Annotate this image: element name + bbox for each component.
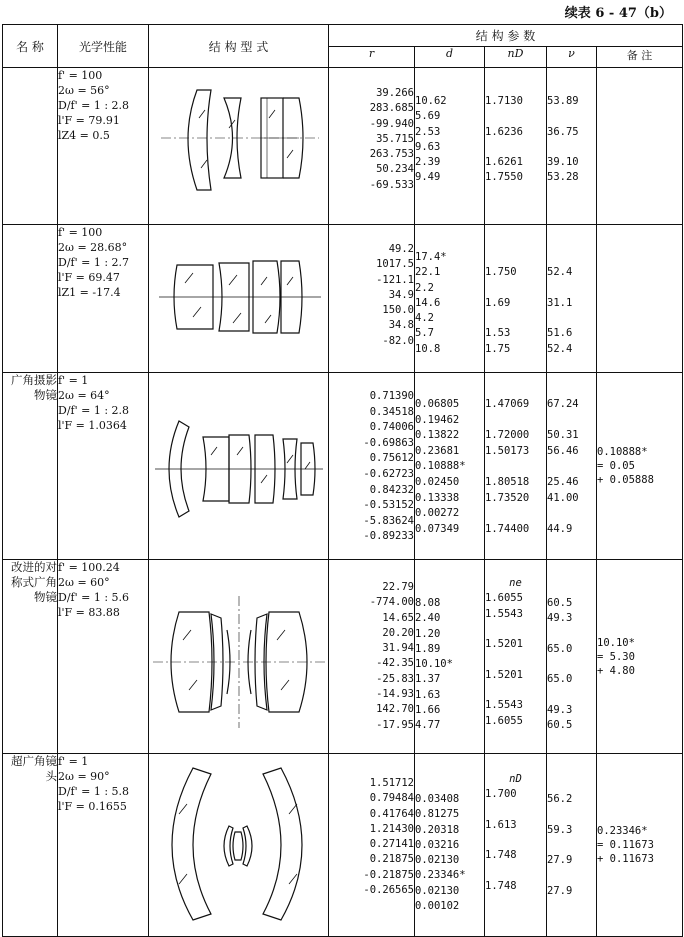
index-value: [485, 250, 546, 265]
abbe-value: 65.0: [547, 673, 573, 686]
optics-line: 2ω = 90°: [58, 770, 110, 783]
optics-line: l'F = 69.47: [58, 271, 120, 284]
abbe-value: 41.00: [547, 491, 579, 504]
abbe-value: 56.2: [547, 793, 573, 805]
optics-line: D/f' = 1 : 2.8: [58, 99, 130, 112]
radius-value: 0.27141: [369, 838, 414, 851]
optics-line: lZ4 = 0.5: [58, 129, 110, 142]
index-value: [485, 864, 546, 879]
index-value: [485, 140, 546, 155]
abbe-value: 56.46: [547, 444, 579, 457]
thickness-value: 4.77: [415, 719, 441, 732]
lens-name-cell: [3, 68, 58, 225]
index-value: 1.50173: [485, 444, 530, 457]
index-value: 1.6261: [485, 156, 523, 169]
thickness-value: 1.37: [415, 673, 441, 686]
radius-value: 0.71390: [369, 390, 414, 402]
index-cell: [485, 225, 547, 373]
optics-line: D/f' = 1 : 5.8: [58, 785, 130, 798]
lens-name: 超广角镜头: [11, 754, 57, 783]
abbe-value: 49.3: [547, 704, 573, 717]
lens-diagram-3: [149, 373, 327, 553]
thickness-value: 0.02130: [415, 854, 460, 867]
lens-name-cell: [3, 225, 58, 373]
abbe-value: 25.46: [547, 475, 579, 488]
structure-cell: [149, 68, 329, 225]
note-line: 10.10*: [597, 636, 635, 649]
abbe-cell: [547, 754, 597, 937]
thickness-value: 2.40: [415, 612, 441, 625]
lens-name-cell: [3, 560, 58, 754]
lens-diagram-2: [149, 225, 327, 365]
radius-cell: [329, 560, 415, 754]
optics-line: l'F = 1.0364: [58, 419, 127, 432]
radius-value: 0.21875: [369, 853, 414, 866]
radius-value: -0.89233: [363, 530, 414, 543]
thickness-value: 0.00102: [415, 900, 460, 913]
thickness-value: 0.02450: [415, 475, 460, 488]
lens-row-4: [3, 560, 683, 754]
radius-value: -5.83624: [363, 514, 414, 527]
thickness-value: 2.53: [415, 125, 441, 138]
thickness-value: 14.6: [415, 296, 441, 309]
abbe-value: 53.28: [547, 171, 579, 184]
lens-spec-table: [2, 24, 683, 937]
index-value: 1.5201: [485, 638, 523, 651]
index-value: 1.700: [485, 788, 517, 801]
index-value: [485, 413, 546, 429]
index-value: 1.53: [485, 327, 511, 340]
note-line: 0.23346*: [597, 825, 648, 837]
optics-line: l'F = 79.91: [58, 114, 120, 127]
abbe-value: 31.1: [547, 296, 573, 309]
radius-value: -0.26565: [363, 884, 414, 897]
radius-cell: [329, 754, 415, 937]
table-caption: 续表 6 - 47（b）: [564, 6, 672, 21]
index-value: 1.750: [485, 266, 517, 279]
abbe-value: [547, 627, 596, 642]
lens-name-cell: [3, 754, 58, 937]
header-params: 结 构 参 数: [329, 25, 683, 47]
note-line: + 4.80: [597, 664, 635, 677]
radius-value: 34.8: [388, 319, 414, 332]
refractive-index-label: ne: [509, 577, 522, 589]
abbe-value: 49.3: [547, 612, 573, 625]
index-value: [485, 803, 546, 818]
abbe-value: 60.5: [547, 719, 573, 732]
thickness-value: 1.63: [415, 688, 441, 701]
index-cell: [485, 754, 547, 937]
thickness-value: 0.00272: [415, 507, 460, 520]
radius-value: -0.21875: [363, 868, 414, 881]
abbe-value: 51.6: [547, 327, 573, 340]
index-value: 1.72000: [485, 429, 530, 442]
optics-line: f' = 100.24: [58, 561, 120, 574]
abbe-value: [547, 868, 596, 883]
optics-line: 2ω = 28.68°: [58, 241, 128, 254]
radius-value: -0.53152: [363, 499, 414, 512]
note-line: 0.10888*: [597, 446, 648, 458]
thickness-value: 1.89: [415, 642, 441, 655]
abbe-value: [547, 899, 596, 914]
radius-value: 39.266: [376, 87, 414, 99]
structure-cell: [149, 373, 329, 560]
abbe-value: 27.9: [547, 854, 573, 867]
abbe-value: 52.4: [547, 266, 573, 279]
radius-value: 14.65: [382, 611, 414, 624]
radius-value: 142.70: [376, 703, 414, 716]
abbe-value: 27.9: [547, 884, 573, 897]
thickness-value: 0.03408: [415, 793, 460, 805]
radius-value: 0.41764: [369, 807, 414, 820]
thickness-value: 9.49: [415, 171, 441, 184]
thickness-value: 2.2: [415, 281, 434, 294]
radius-value: -0.69863: [363, 436, 414, 449]
index-value: [485, 652, 546, 667]
lens-name: 广角摄影物镜: [11, 373, 57, 402]
note-line: = 0.11673: [597, 839, 654, 851]
index-value: [485, 506, 546, 522]
radius-value: 283.685: [369, 102, 414, 115]
radius-value: 0.74006: [369, 421, 414, 434]
lens-row-1: [3, 68, 683, 225]
thickness-value: 0.03216: [415, 838, 460, 851]
radius-value: -0.62723: [363, 467, 414, 480]
abbe-value: 67.24: [547, 398, 579, 410]
radius-value: 0.75612: [369, 452, 414, 465]
thickness-value: 9.63: [415, 140, 441, 153]
optics-line: l'F = 0.1655: [58, 800, 127, 813]
radius-value: 0.34518: [369, 405, 414, 418]
radius-value: -99.940: [369, 117, 414, 130]
abbe-cell: [547, 560, 597, 754]
refractive-index-label: nD: [509, 773, 522, 785]
optics-line: 2ω = 56°: [58, 84, 110, 97]
optics-cell: [58, 68, 149, 225]
abbe-value: 50.31: [547, 429, 579, 442]
structure-cell: [149, 225, 329, 373]
header-name: 名 称: [3, 25, 58, 68]
thickness-value: 0.02130: [415, 884, 460, 897]
index-value: 1.748: [485, 849, 517, 862]
index-value: [485, 311, 546, 326]
abbe-value: 53.89: [547, 95, 579, 107]
thickness-value: 10.62: [415, 95, 447, 107]
index-value: 1.47069: [485, 398, 530, 410]
lens-row-5: [3, 754, 683, 937]
note-line: + 0.11673: [597, 853, 654, 865]
note-line: = 5.30: [597, 650, 635, 663]
index-value: [485, 622, 546, 637]
index-value: 1.5543: [485, 607, 523, 620]
radius-value: 1017.5: [376, 258, 414, 271]
index-value: 1.7550: [485, 171, 523, 184]
thickness-value: 0.13822: [415, 429, 460, 442]
index-value: 1.75: [485, 342, 511, 355]
lens-name: 改进的对称式广角物镜: [11, 560, 57, 604]
abbe-value: [547, 459, 596, 475]
index-value: [485, 459, 546, 475]
optics-line: D/f' = 1 : 2.7: [58, 256, 130, 269]
thickness-value: 1.66: [415, 704, 441, 717]
index-value: [485, 894, 546, 909]
optics-line: f' = 1: [58, 374, 89, 387]
radius-value: 22.79: [382, 581, 414, 593]
radius-value: 0.84232: [369, 483, 414, 496]
radius-value: -69.533: [369, 178, 414, 191]
abbe-value: [547, 657, 596, 672]
header-nd: nD: [485, 47, 547, 68]
thickness-value: 0.20318: [415, 823, 460, 836]
abbe-cell: [547, 68, 597, 225]
radius-value: -774.00: [369, 596, 414, 609]
index-cell: [485, 560, 547, 754]
optics-line: f' = 1: [58, 755, 89, 768]
note-line: = 0.05: [597, 460, 635, 472]
lens-diagram-4: [149, 560, 327, 746]
optics-line: l'F = 83.88: [58, 606, 120, 619]
index-value: 1.6055: [485, 714, 523, 727]
thickness-value: 0.07349: [415, 522, 460, 535]
header-row: [3, 25, 683, 47]
radius-value: -17.95: [376, 718, 414, 731]
note-cell: [597, 225, 683, 373]
radius-value: 263.753: [369, 148, 414, 161]
optics-cell: [58, 373, 149, 560]
header-structure: 结 构 型 式: [149, 25, 329, 68]
thickness-cell: [415, 373, 485, 560]
abbe-value: 39.10: [547, 156, 579, 169]
radius-value: 1.51712: [369, 777, 414, 789]
lens-row-3: [3, 373, 683, 560]
header-r: r: [329, 47, 415, 68]
abbe-value: [547, 413, 596, 429]
optics-line: lZ1 = -17.4: [58, 286, 121, 299]
thickness-value: 2.39: [415, 156, 441, 169]
header-d: d: [415, 47, 485, 68]
radius-cell: [329, 225, 415, 373]
index-value: 1.6236: [485, 125, 523, 138]
optics-cell: [58, 225, 149, 373]
radius-value: -82.0: [382, 334, 414, 347]
radius-value: 31.94: [382, 642, 414, 655]
index-value: 1.5201: [485, 668, 523, 681]
optics-line: 2ω = 64°: [58, 389, 110, 402]
thickness-value: 0.10888*: [415, 460, 466, 473]
index-value: [485, 281, 546, 296]
abbe-value: 52.4: [547, 342, 573, 355]
thickness-value: 17.4*: [415, 251, 447, 263]
index-value: 1.748: [485, 880, 517, 893]
abbe-cell: [547, 373, 597, 560]
abbe-value: [547, 140, 596, 155]
thickness-cell: [415, 754, 485, 937]
radius-value: -25.83: [376, 672, 414, 685]
index-cell: [485, 68, 547, 225]
header-v: ν: [547, 47, 597, 68]
radius-value: 34.9: [388, 288, 414, 301]
radius-value: -42.35: [376, 657, 414, 670]
abbe-value: 44.9: [547, 522, 573, 535]
thickness-value: 0.19462: [415, 413, 460, 426]
note-cell: [597, 560, 683, 754]
radius-value: 0.79484: [369, 792, 414, 805]
index-value: [485, 683, 546, 698]
thickness-value: 1.20: [415, 627, 441, 640]
abbe-value: [547, 311, 596, 326]
index-value: 1.613: [485, 818, 517, 831]
abbe-value: [547, 506, 596, 522]
radius-value: 1.21430: [369, 822, 414, 835]
header-optics: 光学性能: [58, 25, 149, 68]
note-cell: [597, 754, 683, 937]
optics-cell: [58, 754, 149, 937]
index-value: 1.80518: [485, 475, 530, 488]
thickness-value: 0.81275: [415, 808, 460, 821]
thickness-value: 8.08: [415, 597, 441, 609]
abbe-value: 65.0: [547, 642, 573, 655]
radius-value: -14.93: [376, 688, 414, 701]
abbe-value: 59.3: [547, 823, 573, 836]
lens-diagram-5: [149, 754, 327, 930]
radius-value: -121.1: [376, 273, 414, 286]
note-cell: [597, 68, 683, 225]
optics-line: f' = 100: [58, 226, 103, 239]
abbe-value: [547, 807, 596, 822]
radius-value: 150.0: [382, 304, 414, 317]
lens-diagram-1: [149, 68, 327, 218]
lens-row-2: [3, 225, 683, 373]
radius-value: 35.715: [376, 132, 414, 145]
thickness-value: 10.10*: [415, 658, 453, 671]
radius-cell: [329, 68, 415, 225]
index-value: 1.73520: [485, 491, 530, 504]
abbe-value: 60.5: [547, 597, 573, 609]
optics-line: f' = 100: [58, 69, 103, 82]
structure-cell: [149, 560, 329, 754]
radius-cell: [329, 373, 415, 560]
abbe-value: 36.75: [547, 125, 579, 138]
thickness-value: 4.2: [415, 312, 434, 325]
optics-line: 2ω = 60°: [58, 576, 110, 589]
abbe-value: [547, 838, 596, 853]
index-cell: [485, 373, 547, 560]
index-value: 1.74400: [485, 522, 530, 535]
structure-cell: [149, 754, 329, 937]
index-value: [485, 833, 546, 848]
thickness-cell: [415, 68, 485, 225]
radius-value: 50.234: [376, 163, 414, 176]
radius-value: 49.2: [388, 243, 414, 255]
abbe-value: [547, 250, 596, 265]
abbe-cell: [547, 225, 597, 373]
thickness-value: 5.7: [415, 327, 434, 340]
optics-line: D/f' = 1 : 5.6: [58, 591, 130, 604]
thickness-value: 10.8: [415, 342, 441, 355]
thickness-cell: [415, 225, 485, 373]
index-value: 1.7130: [485, 95, 523, 107]
thickness-value: 0.13338: [415, 491, 460, 504]
thickness-cell: [415, 560, 485, 754]
optics-cell: [58, 560, 149, 754]
index-value: 1.5543: [485, 699, 523, 712]
abbe-value: [547, 688, 596, 703]
note-line: + 0.05888: [597, 474, 654, 486]
note-cell: [597, 373, 683, 560]
index-value: 1.69: [485, 296, 511, 309]
index-value: 1.6055: [485, 592, 523, 605]
thickness-value: 0.06805: [415, 398, 460, 410]
optics-line: D/f' = 1 : 2.8: [58, 404, 130, 417]
index-value: [485, 109, 546, 124]
lens-name-cell: [3, 373, 58, 560]
radius-value: 20.20: [382, 626, 414, 639]
thickness-value: 22.1: [415, 266, 441, 279]
thickness-value: 0.23681: [415, 444, 460, 457]
thickness-value: 5.69: [415, 110, 441, 123]
header-note: 备 注: [597, 47, 683, 68]
abbe-value: [547, 109, 596, 124]
abbe-value: [547, 281, 596, 296]
thickness-value: 0.23346*: [415, 869, 466, 882]
